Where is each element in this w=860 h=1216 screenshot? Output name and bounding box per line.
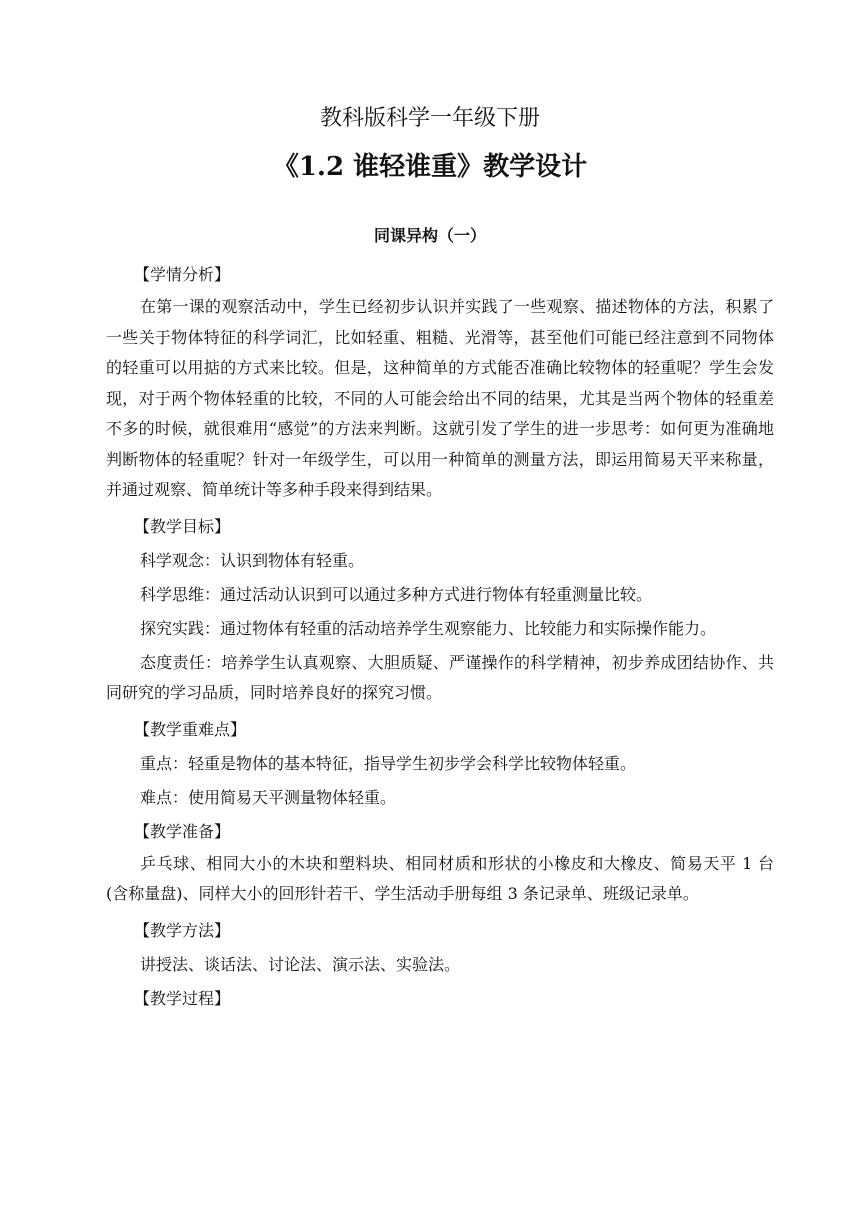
section-title: 同课异构（一） <box>373 226 486 245</box>
document-title: 《1.2 谁轻谁重》教学设计 <box>272 152 588 182</box>
document-body <box>106 258 774 1016</box>
heading-process: 【教学过程】 <box>134 988 231 1008</box>
heading-keypoints: 【教学重难点】 <box>134 719 247 739</box>
methods-text: 讲授法、谈话法、讨论法、演示法、实验法。 <box>140 954 461 974</box>
keypoint-difficulty: 难点：使用简易天平测量物体轻重。 <box>140 787 397 807</box>
goal-thinking: 科学思维：通过活动认识到可以通过多种方式进行物体有轻重测量比较。 <box>140 584 653 604</box>
heading-methods: 【教学方法】 <box>134 920 231 940</box>
heading-preparation: 【教学准备】 <box>134 821 231 841</box>
goal-concept: 科学观念：认识到物体有轻重。 <box>140 550 365 570</box>
preparation-paragraph: 乒乓球、相同大小的木块和塑料块、相同材质和形状的小橡皮和大橡皮、简易天平 1 台(含称量盘)、同样大小的回形针若干、学生活动手册每组 3 条记录单、班级记录单。 <box>106 853 774 903</box>
goal-practice: 探究实践：通过物体有轻重的活动培养学生观察能力、比较能力和实际操作能力。 <box>140 618 717 638</box>
goal-attitude: 态度责任：培养学生认真观察、大胆质疑、严谨操作的科学精神，初步养成团结协作、共同研究的学习品质，同时培养良好的探究习惯。 <box>106 652 774 702</box>
keypoint-key: 重点：轻重是物体的基本特征，指导学生初步学会科学比较物体轻重。 <box>140 753 637 773</box>
document-subtitle: 教科版科学一年级下册 <box>319 106 540 131</box>
heading-analysis: 【学情分析】 <box>134 265 231 284</box>
analysis-paragraph: 在第一课的观察活动中，学生已经初步认识并实践了一些观察、描述物体的方法，积累了一些关于物体特征的科学词汇，比如轻重、粗糙、光滑等，甚至他们可能已经注意到不同物体的轻重可以用掂的方式来比较。但是，这种简单的方式能否准确比较物体的轻重呢？学生会发现，对于两个物体轻重的比较，不同的人可能会给出不同的结果，尤其是当两个物体的轻重差不多的时候，就很难用“感觉”的方法来判断。这就引发了学生的进一步思考：如何更为准确地判断物体的轻重呢？针对一年级学生，可以用一种简单的测量方法，即运用简易天平来称量，并通过观察、简单统计等多种手段来得到结果。 <box>106 297 774 499</box>
heading-goals: 【教学目标】 <box>134 516 231 536</box>
